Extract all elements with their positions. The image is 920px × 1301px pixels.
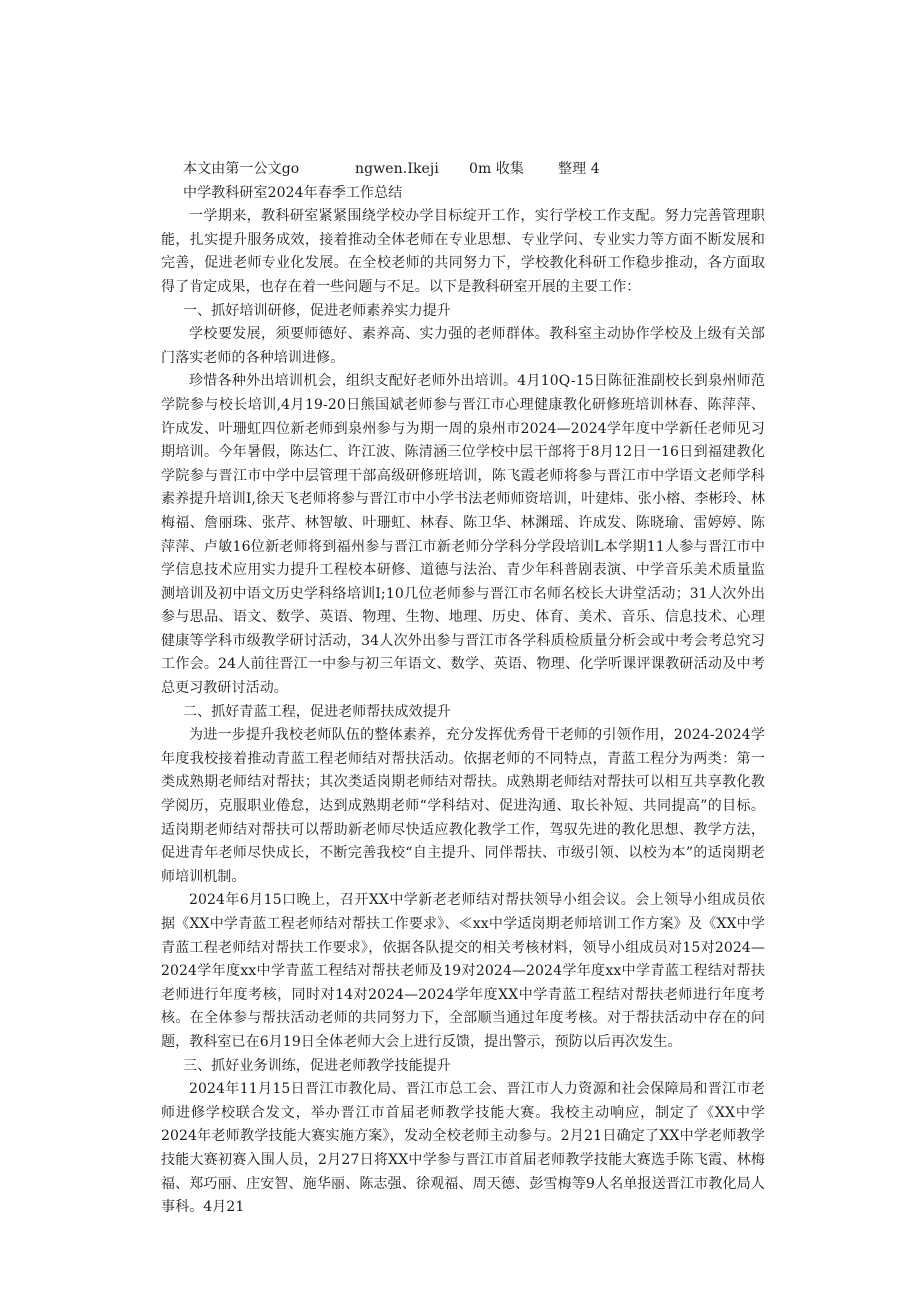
section-2-paragraph-1: 为进一步提升我校老师队伍的整体素养，充分发挥优秀骨干老师的引领作用，2024-2024学年度我校接着推动青蓝工程老师结对帮扶活动。依据老师的不同特点，青蓝工程分为两类：第一类成熟期老师结对帮扶；其次类适岗期老师结对帮扶。成熟期老师结对帮扶可以相互共享教化教学阅历，克服职业倦怠，达到成熟期老师“学科结对、促进沟通、取长补短、共同提高”的目标。适岗期老师结对帮扶可以帮助新老师尽快适应教化教学工作，驾驭先进的教化思想、教学方法，促进青年老师尽快成长，不断完善我校“自主提升、同伴帮扶、市级引领、以校为本”的适岗期老师培训机制。 — [161, 727, 765, 885]
section-1-heading: 一、抓好培训研修，促进老师素养实力提升 — [183, 302, 451, 319]
section-1-paragraph-1: 学校要发展，须要师德好、素养高、实力强的老师群体。教科室主动协作学校及上级有关部门落实老师的各种培训进修。 — [161, 326, 765, 366]
section-2-paragraph-2: 2024年6月15口晚上，召开XX中学新老老师结对帮扶领导小组会议。会上领导小组成员依据《XX中学青蓝工程老师结对帮扶工作要求》、≪xx中学适岗期老师培训工作方案》及《XX中学青蓝工程老师结对帮扶工作要求》，依据各队提交的相关考核材料，领导小组成员对15对2024—2024学年度xx中学青蓝工程结对帮扶老师及19对2024—2024学年度xx中学青蓝工程结对帮扶老师进行年度考核，同时对14对2024—2024学年度XX中学青蓝工程结对帮扶老师进行年度考核。在全体参与帮扶活动老师的共同努力下，全部顺当通过年度考核。对于帮扶活动中存在的问题，教科室已在6月19日全体老师大会上进行反馈，提出警示，预防以后再次发生。 — [161, 892, 765, 1050]
document-title: 中学教科研室2024年春季工作总结 — [183, 184, 403, 201]
intro-paragraph: 一学期来，教科研室紧紧围绕学校办学目标绽开工作，实行学校工作支配。努力完善管理职能，扎实提升服务成效，接着推动全体老师在专业思想、专业学问、专业实力等方面不断发展和完善，促进老师专业化发展。在全校老师的共同努力下，学校教化科研工作稳步推动，各方面取得了肯定成果，也存在着一些问题与不足。以下是教科研室开展的主要工作： — [161, 208, 765, 295]
section-2-heading: 二、抓好青蓝工程，促进老师帮扶成效提升 — [183, 703, 451, 720]
source-part-3: 0m 收集 — [469, 161, 525, 177]
section-3-paragraph-1: 2024年11月15日晋江市教化局、晋江市总工会、晋江市人力资源和社会保障局和晋江市老师进修学校联合发文，举办晋江市首届老师教学技能大赛。我校主动响应，制定了《XX中学2024年老师教学技能大赛实施方案》，发动全校老师主动参与。2月21日确定了XX中学老师教学技能大赛初赛入围人员，2月27日将XX中学参与晋江市首届老师教学技能大赛选手陈飞霞、林梅福、郑巧丽、庄安智、施华丽、陈志强、徐观福、周天德、彭雪梅等9人名单报送晋江市教化局人事科。4月21 — [161, 1081, 765, 1216]
section-1-paragraph-2: 珍惜各种外出培训机会，组织支配好老师外出培训。4月10Q-15日陈征淮副校长到泉州师范学院参与校长培训,4月19-20日熊国斌老师参与晋江市心理健康教化研修班培训林春、陈萍萍、许成发、叶珊虹四位新老师到泉州参与为期一周的泉州市2024—2024学年度中学新任老师见习期培训。今年暑假，陈达仁、许江波、陈清涵三位学校中层干部将于8月12日一16日到福建教化学院参与晋江市中学中层管理干部高级研修班培训，陈飞霞老师将参与晋江市中学语文老师学科素养提升培训I,徐天飞老师将参与晋江市中小学书法老师师资培训，叶建炜、张小榕、李彬玲、林梅福、詹丽珠、张芹、林智敏、叶珊虹、林春、陈卫华、林渊瑶、许成发、陈晓瑜、雷婷婷、陈萍萍、卢敏16位新老师将到福州参与晋江市新老师分学科分学段培训L本学期11人参与晋江市中学信息技术应用实力提升工程校本研修、道德与法治、青少年科普剧表演、中学音乐美术质量监测培训及初中语文历史学科络培训I;10几位老师参与晋江市名师名校长大讲堂活动；31人次外出参与思品、语文、数学、英语、物理、生物、地理、历史、体育、美术、音乐、信息技术、心理健康等学科市级教学研讨活动，34人次外出参与晋江市各学科质检质量分析会或中考会考总究习工作会。24人前往晋江一中参与初三年语文、数学、英语、物理、化学听课评课教研活动及中考总更习教研讨活动。 — [161, 373, 765, 697]
section-3-heading: 三、抓好业务训练，促进老师教学技能提升 — [183, 1057, 451, 1074]
source-line — [161, 158, 765, 182]
source-part-1: 本文由第一公文go — [183, 161, 300, 177]
document-page — [161, 158, 765, 1220]
source-part-2: ngwen.Ikeji — [355, 161, 439, 177]
source-part-4: 整理 4 — [558, 161, 600, 177]
